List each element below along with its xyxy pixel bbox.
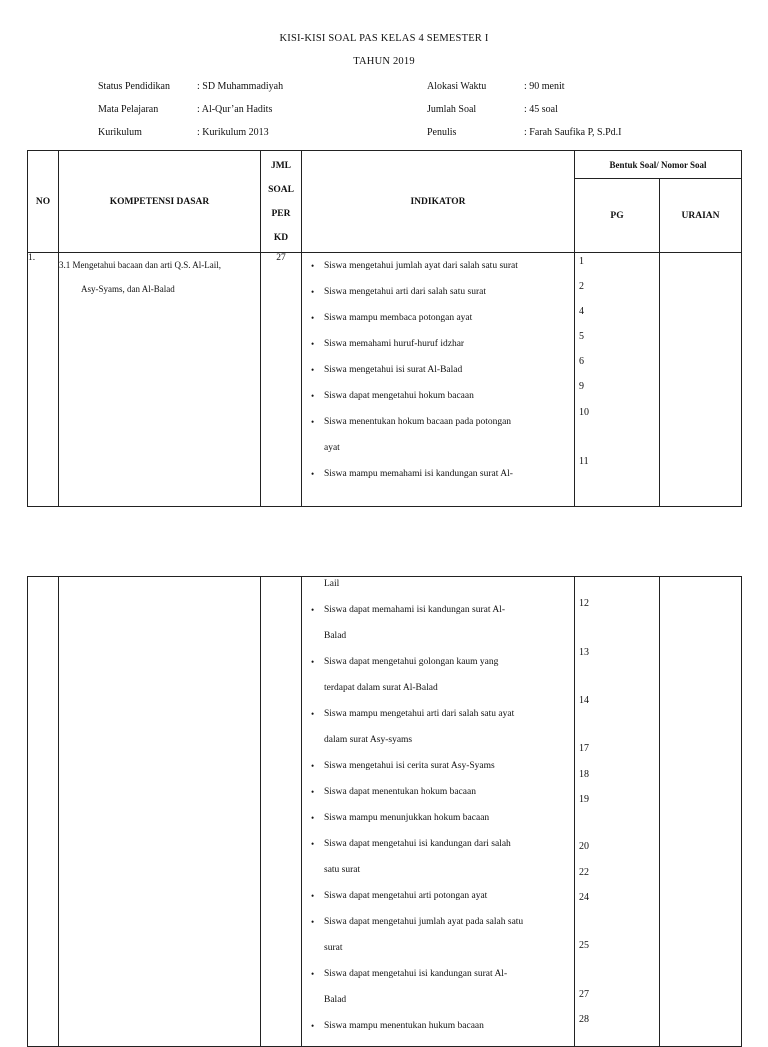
pg-number: 6 [579, 356, 584, 367]
bullet-icon: • [311, 969, 315, 979]
indicator-item [311, 461, 570, 487]
indicator-item [311, 883, 570, 909]
indicator-continuation [324, 435, 570, 461]
indicator-text: Siswa dapat memahami isi kandungan surat Al- [324, 605, 505, 615]
indicator-text: Balad [324, 995, 347, 1005]
indicator-text: terdapat dalam surat Al-Balad [324, 683, 438, 693]
bullet-icon: • [311, 1021, 315, 1031]
indicator-continuation [324, 623, 570, 649]
indicator-item [311, 909, 570, 935]
meta-label-alokasi: Alokasi Waktu [427, 81, 487, 92]
meta-value-penulis: : Farah Saufika P, S.Pd.I [524, 127, 622, 138]
bullet-icon: • [311, 709, 315, 719]
indicator-text: Siswa dapat mengetahui golongan kaum yang [324, 657, 499, 667]
document-title: KISI-KISI SOAL PAS KELAS 4 SEMESTER I [279, 33, 489, 44]
row-no: 1. [28, 253, 59, 507]
indicator-text: Siswa dapat menentukan hokum bacaan [324, 787, 476, 797]
meta-value-kurikulum: : Kurikulum 2013 [197, 127, 269, 138]
meta-label-jumlah: Jumlah Soal [427, 104, 477, 115]
indicator-text: Siswa mengetahui arti dari salah satu surat [324, 287, 486, 297]
indicator-continuation [324, 571, 570, 597]
row-pg-numbers [575, 253, 660, 507]
meta-value-status: : SD Muhammadiyah [197, 81, 284, 92]
cont-kompetensi-dasar [59, 577, 261, 1047]
indicator-text: Lail [324, 579, 340, 589]
kd-line2: Asy-Syams, dan Al-Balad [81, 284, 175, 294]
indicator-item [311, 805, 570, 831]
indicator-text: dalam surat Asy-syams [324, 735, 413, 745]
pg-number: 22 [579, 867, 589, 878]
bullet-icon: • [311, 813, 315, 823]
header-jml-line2: SOAL [268, 184, 294, 195]
cont-uraian [660, 577, 742, 1047]
bullet-icon: • [311, 917, 315, 927]
indicator-text: Siswa dapat mengetahui hokum bacaan [324, 391, 474, 401]
indicator-item [311, 597, 570, 623]
indicator-continuation [324, 727, 570, 753]
header-no: NO [28, 151, 59, 253]
meta-label-status: Status Pendidikan [98, 81, 170, 92]
kisi-table-page2 [27, 576, 742, 1047]
indicator-item [311, 701, 570, 727]
bullet-icon: • [311, 417, 315, 427]
header-jml-line3: PER [271, 208, 291, 219]
indicator-text: Siswa dapat mengetahui isi kandungan surat Al- [324, 969, 508, 979]
indicator-item [311, 649, 570, 675]
pg-number: 13 [579, 647, 589, 658]
indicator-item [311, 357, 570, 383]
pg-number: 12 [579, 598, 589, 609]
meta-value-alokasi: : 90 menit [524, 81, 565, 92]
meta-value-mapel: : Al-Qur’an Hadits [197, 104, 273, 115]
bullet-icon: • [311, 891, 315, 901]
indicator-text: surat [324, 943, 343, 953]
indicator-text: Siswa menentukan hokum bacaan pada potongan [324, 417, 512, 427]
header-indikator: INDIKATOR [302, 151, 575, 253]
bullet-icon: • [311, 339, 315, 349]
header-kompetensi-dasar: KOMPETENSI DASAR [59, 151, 261, 253]
indicator-item [311, 331, 570, 357]
pg-number: 14 [579, 695, 589, 706]
indicator-item [311, 753, 570, 779]
indicator-text: Siswa mampu mengetahui arti dari salah satu ayat [324, 709, 515, 719]
document-year: TAHUN 2019 [353, 56, 415, 67]
bullet-icon: • [311, 839, 315, 849]
header-bentuk-soal: Bentuk Soal/ Nomor Soal [575, 151, 742, 179]
header-jml-line4: KD [273, 232, 289, 243]
indicator-item [311, 831, 570, 857]
indicator-text: Siswa mengetahui isi surat Al-Balad [324, 365, 463, 375]
meta-label-penulis: Penulis [427, 127, 457, 138]
row-jml-soal: 27 [261, 253, 302, 507]
pg-number: 10 [579, 407, 589, 418]
bullet-icon: • [311, 605, 315, 615]
pg-number: 9 [579, 381, 584, 392]
bullet-icon: • [311, 365, 315, 375]
indicator-text: Siswa mampu menentukan hukum bacaan [324, 1021, 484, 1031]
indicator-continuation [324, 857, 570, 883]
indicator-text: Siswa mampu memahami isi kandungan surat Al- [324, 469, 513, 479]
indicator-text: Siswa dapat mengetahui isi kandungan dari salah [324, 839, 511, 849]
indicator-text: Siswa dapat mengetahui jumlah ayat pada salah satu [324, 917, 524, 927]
meta-label-kurikulum: Kurikulum [98, 127, 142, 138]
header-jml-soal [261, 151, 302, 253]
pg-number: 2 [579, 281, 584, 292]
bullet-icon: • [311, 761, 315, 771]
header-uraian: URAIAN [660, 179, 742, 253]
pg-number: 27 [579, 989, 589, 1000]
bullet-icon: • [311, 469, 315, 479]
pg-number: 20 [579, 841, 589, 852]
row-kompetensi-dasar [59, 253, 261, 507]
indicator-continuation [324, 987, 570, 1013]
pg-number: 5 [579, 331, 584, 342]
row-indikator [302, 253, 575, 507]
indicator-item [311, 1013, 570, 1039]
indicator-text: Siswa mampu menunjukkan hokum bacaan [324, 813, 490, 823]
bullet-icon: • [311, 657, 315, 667]
bullet-icon: • [311, 287, 315, 297]
pg-number: 19 [579, 794, 589, 805]
indicator-continuation [324, 935, 570, 961]
pg-number: 24 [579, 892, 589, 903]
bullet-icon: • [311, 261, 315, 271]
indicator-item [311, 779, 570, 805]
indicator-text: ayat [324, 443, 340, 453]
indicator-item [311, 305, 570, 331]
row-uraian [660, 253, 742, 507]
indicator-text: Siswa mampu membaca potongan ayat [324, 313, 473, 323]
indicator-item [311, 279, 570, 305]
pg-number: 4 [579, 306, 584, 317]
cont-no [28, 577, 59, 1047]
kisi-table-page1 [27, 150, 742, 507]
indicator-text: Siswa mengetahui jumlah ayat dari salah satu surat [324, 261, 518, 271]
indicator-text: Siswa memahami huruf-huruf idzhar [324, 339, 465, 349]
indicator-continuation [324, 675, 570, 701]
bullet-icon: • [311, 787, 315, 797]
meta-label-mapel: Mata Pelajaran [98, 104, 159, 115]
pg-number: 18 [579, 769, 589, 780]
bullet-icon: • [311, 313, 315, 323]
indicator-item [311, 253, 570, 279]
indicator-text: Siswa mengetahui isi cerita surat Asy-Syams [324, 761, 495, 771]
cont-indikator [302, 577, 575, 1047]
cont-jml-soal [261, 577, 302, 1047]
indicator-item [311, 383, 570, 409]
indicator-item [311, 409, 570, 435]
bullet-icon: • [311, 391, 315, 401]
pg-number: 17 [579, 743, 589, 754]
indicator-item [311, 961, 570, 987]
indicator-text: Siswa dapat mengetahui arti potongan ayat [324, 891, 488, 901]
header-pg: PG [575, 179, 660, 253]
indicator-text: satu surat [324, 865, 361, 875]
pg-number: 25 [579, 940, 589, 951]
kd-line1: 3.1 Mengetahui bacaan dan arti Q.S. Al-Lail, [59, 260, 221, 270]
pg-number: 28 [579, 1014, 589, 1025]
header-jml-line1: JML [270, 160, 292, 171]
cont-pg-numbers [575, 577, 660, 1047]
indicator-text: Balad [324, 631, 347, 641]
pg-number: 1 [579, 256, 584, 267]
pg-number: 11 [579, 456, 589, 467]
meta-value-jumlah: : 45 soal [524, 104, 558, 115]
